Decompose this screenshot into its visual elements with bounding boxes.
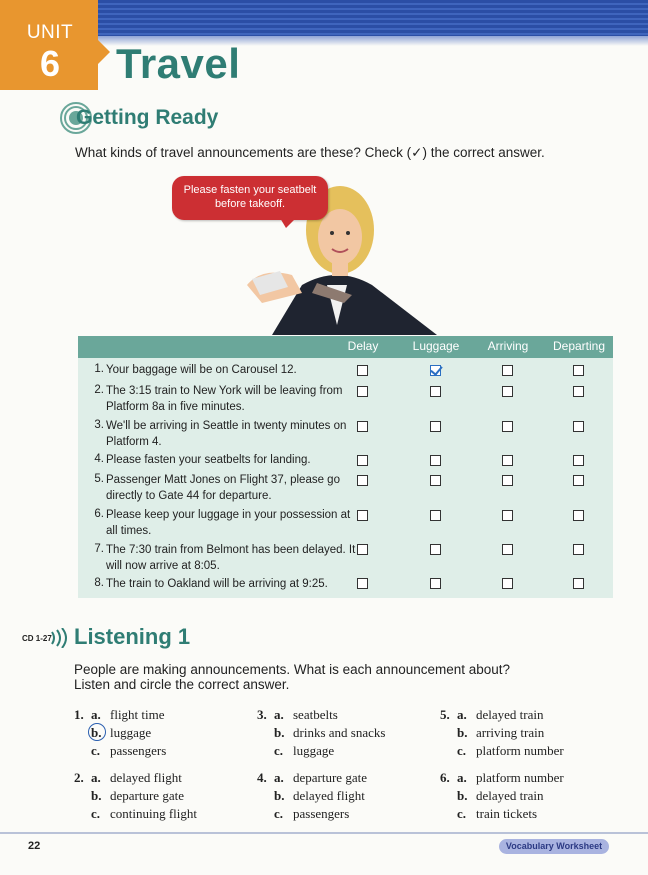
row-number: 5.	[94, 473, 104, 485]
row-number: 7.	[94, 543, 104, 555]
audio-waves-icon	[48, 628, 70, 648]
checkbox-departing[interactable]	[573, 386, 584, 397]
checkbox-delay[interactable]	[357, 544, 368, 555]
question-1	[74, 707, 244, 767]
checkbox-delay[interactable]	[357, 475, 368, 486]
option-letter: b.	[457, 725, 468, 740]
option-letter: b.	[91, 725, 102, 740]
row-number: 1.	[94, 363, 104, 375]
checkbox-delay[interactable]	[357, 386, 368, 397]
option-text[interactable]: delayed flight	[293, 788, 365, 803]
question-2	[74, 770, 244, 830]
option-letter: c.	[91, 743, 101, 758]
question-3	[257, 707, 427, 767]
column-header-arriving: Arriving	[487, 339, 529, 353]
row-text: Please fasten your seatbelts for landing.	[106, 454, 311, 466]
column-header-departing: Departing	[552, 339, 606, 353]
option-text[interactable]: luggage	[110, 725, 152, 740]
row-text: The train to Oakland will be arriving at 9:25.	[106, 578, 328, 590]
option-text[interactable]: platform number	[476, 770, 564, 785]
option-letter: a.	[274, 707, 284, 722]
option-text[interactable]: departure gate	[293, 770, 367, 785]
checkbox-delay[interactable]	[357, 510, 368, 521]
checkbox-departing[interactable]	[573, 578, 584, 589]
announcement-table	[78, 336, 613, 598]
checkbox-arriving[interactable]	[502, 365, 513, 376]
option-letter: b.	[274, 725, 285, 740]
page-title: Travel	[116, 40, 241, 87]
vocabulary-worksheet-badge[interactable]: Vocabulary Worksheet	[499, 839, 609, 854]
checkbox-luggage[interactable]	[430, 475, 441, 486]
checkbox-luggage[interactable]	[430, 510, 441, 521]
listening-instruction: People are making announcements. What is each announcement about? Listen and circle the correct answer.	[74, 662, 511, 692]
checkbox-luggage[interactable]	[430, 421, 441, 432]
question-number: 1.	[74, 707, 84, 722]
option-letter: a.	[91, 770, 101, 785]
question-number: 2.	[74, 770, 84, 785]
row-text: Passenger Matt Jones on Flight 37, please go directly to Gate 44 for departure.	[106, 474, 340, 502]
getting-ready-instruction: What kinds of travel announcements are these? Check (✓) the correct answer.	[75, 145, 545, 160]
checkbox-luggage[interactable]	[430, 386, 441, 397]
checkbox-departing[interactable]	[573, 365, 584, 376]
option-letter: a.	[274, 770, 284, 785]
checkbox-delay[interactable]	[357, 365, 368, 376]
option-text[interactable]: drinks and snacks	[293, 725, 386, 740]
option-text[interactable]: platform number	[476, 743, 564, 758]
option-letter: b.	[457, 788, 468, 803]
unit-number: 6	[39, 43, 61, 84]
option-letter: b.	[91, 788, 102, 803]
question-6	[440, 770, 620, 830]
checkbox-arriving[interactable]	[502, 578, 513, 589]
option-text[interactable]: delayed train	[476, 707, 544, 722]
option-letter: c.	[457, 743, 467, 758]
question-number: 3.	[257, 707, 267, 722]
checkbox-delay[interactable]	[357, 578, 368, 589]
row-number: 2.	[94, 384, 104, 396]
checkbox-delay[interactable]	[357, 455, 368, 466]
option-text[interactable]: continuing flight	[110, 806, 198, 821]
row-number: 8.	[94, 577, 104, 589]
checkbox-arriving[interactable]	[502, 510, 513, 521]
question-number: 5.	[440, 707, 450, 722]
speech-bubble: Please fasten your seatbelt before takeoff.	[172, 176, 328, 220]
unit-tab-notch	[98, 40, 110, 64]
option-text[interactable]: seatbelts	[293, 707, 338, 722]
cd-track-label: CD 1-27	[22, 634, 52, 643]
option-letter: a.	[457, 707, 467, 722]
answer-circle	[88, 723, 106, 741]
checkbox-departing[interactable]	[573, 421, 584, 432]
checkbox-departing[interactable]	[573, 455, 584, 466]
option-letter: c.	[274, 743, 284, 758]
checkbox-departing[interactable]	[573, 510, 584, 521]
table-header	[78, 336, 613, 358]
checkbox-arriving[interactable]	[502, 544, 513, 555]
footer-divider	[0, 832, 648, 834]
row-number: 4.	[94, 453, 104, 465]
option-letter: c.	[457, 806, 467, 821]
speech-bubble-tail	[280, 218, 296, 228]
option-letter: a.	[91, 707, 101, 722]
checkbox-departing[interactable]	[573, 544, 584, 555]
header-stripe-bar	[98, 0, 648, 36]
option-letter: c.	[274, 806, 284, 821]
checkbox-departing[interactable]	[573, 475, 584, 486]
row-text: Your baggage will be on Carousel 12.	[106, 364, 297, 376]
option-text[interactable]: delayed flight	[110, 770, 182, 785]
checkbox-luggage[interactable]	[430, 365, 441, 376]
row-text: We'll be arriving in Seattle in twenty minutes on Platform 4.	[106, 420, 347, 448]
column-header-luggage: Luggage	[412, 339, 460, 353]
row-text: The 3:15 train to New York will be leaving from Platform 8a in five minutes.	[106, 385, 343, 413]
checkbox-arriving[interactable]	[502, 386, 513, 397]
option-letter: c.	[91, 806, 101, 821]
option-letter: a.	[457, 770, 467, 785]
option-text[interactable]: passengers	[293, 806, 350, 821]
column-header-delay: Delay	[347, 339, 379, 353]
row-number: 3.	[94, 419, 104, 431]
option-text[interactable]: luggage	[293, 743, 335, 758]
option-text[interactable]: flight time	[110, 707, 165, 722]
checkbox-luggage[interactable]	[430, 578, 441, 589]
listening-heading: Listening 1	[74, 624, 191, 649]
option-letter: b.	[274, 788, 285, 803]
row-number: 6.	[94, 508, 104, 520]
checkbox-delay[interactable]	[357, 421, 368, 432]
option-text[interactable]: passengers	[110, 743, 167, 758]
row-text: Please keep your luggage in your possession at all times.	[106, 509, 351, 537]
checkbox-luggage[interactable]	[430, 544, 441, 555]
option-text[interactable]: arriving train	[476, 725, 545, 740]
checkbox-luggage[interactable]	[430, 455, 441, 466]
unit-label: UNIT	[26, 22, 74, 43]
question-4	[257, 770, 427, 830]
question-5	[440, 707, 620, 767]
checkbox-arriving[interactable]	[502, 421, 513, 432]
checkbox-arriving[interactable]	[502, 455, 513, 466]
option-text[interactable]: delayed train	[476, 788, 544, 803]
question-number: 6.	[440, 770, 450, 785]
question-number: 4.	[257, 770, 267, 785]
checkbox-arriving[interactable]	[502, 475, 513, 486]
option-text[interactable]: departure gate	[110, 788, 184, 803]
option-text[interactable]: train tickets	[476, 806, 538, 821]
getting-ready-heading: Getting Ready	[76, 106, 219, 129]
row-text: The 7:30 train from Belmont has been delayed. It will now arrive at 8:05.	[106, 544, 356, 572]
page-number: 22	[28, 840, 41, 852]
